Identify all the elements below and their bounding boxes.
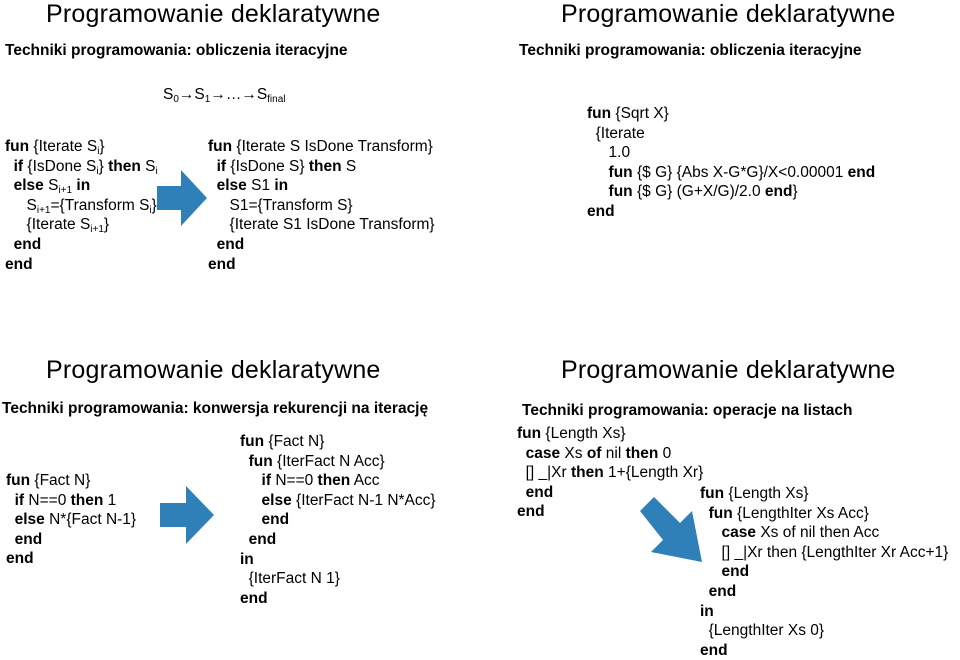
keyword: fun bbox=[700, 485, 725, 502]
keyword: end bbox=[525, 483, 554, 501]
slide2-title: Programowanie deklaratywne bbox=[561, 0, 896, 28]
code-text: {$ G} (G+X/G)/2.0 bbox=[632, 183, 765, 201]
code-text bbox=[240, 511, 262, 528]
code-text: {LengthIter Xs 0} bbox=[700, 622, 825, 640]
slide1-right-code bbox=[208, 137, 435, 274]
code-line bbox=[587, 143, 875, 163]
keyword: end bbox=[517, 503, 545, 521]
code-text: {Iterate S bbox=[5, 216, 91, 234]
code-text bbox=[587, 183, 609, 200]
code-text bbox=[700, 524, 722, 541]
code-text: {Fact N} bbox=[30, 472, 91, 489]
subscript: 0 bbox=[173, 94, 179, 105]
code-text: } bbox=[98, 157, 109, 175]
code-text: {Iterate S IsDone Transform} bbox=[232, 138, 433, 155]
code-text bbox=[240, 453, 249, 470]
code-text bbox=[240, 492, 262, 509]
code-line bbox=[5, 157, 158, 177]
subscript: i+1 bbox=[58, 185, 73, 197]
code-line bbox=[240, 550, 436, 570]
code-text: } bbox=[99, 138, 105, 155]
keyword: end bbox=[216, 235, 245, 253]
code-line bbox=[240, 471, 436, 491]
keyword: end bbox=[847, 163, 876, 181]
keyword: end bbox=[14, 530, 43, 548]
keyword: end bbox=[700, 641, 728, 659]
keyword: then bbox=[625, 444, 659, 462]
slide3-title: Programowanie deklaratywne bbox=[46, 356, 381, 384]
subscript: 1 bbox=[204, 94, 211, 105]
keyword: then bbox=[308, 157, 342, 175]
sequence-text: S bbox=[163, 86, 174, 103]
slide3-subtitle: Techniki programowania: konwersja rekurencji na iterację bbox=[2, 400, 429, 417]
code-text bbox=[5, 158, 14, 175]
keyword: end bbox=[587, 202, 615, 220]
keyword: else bbox=[14, 511, 45, 529]
keyword: end bbox=[5, 255, 33, 273]
code-line bbox=[700, 504, 948, 524]
code-text: 1.0 bbox=[587, 144, 631, 162]
code-text: 0 bbox=[658, 444, 672, 462]
keyword: fun bbox=[608, 183, 633, 201]
keyword: end bbox=[13, 235, 42, 253]
slide4-subtitle: Techniki programowania: operacje na listach bbox=[522, 402, 853, 419]
code-text bbox=[208, 158, 217, 175]
sequence-text: → bbox=[178, 86, 195, 103]
code-text: } bbox=[103, 216, 110, 234]
keyword: in bbox=[700, 602, 714, 620]
code-line bbox=[208, 235, 435, 255]
code-text bbox=[700, 505, 709, 522]
code-text: {Iterate bbox=[587, 124, 645, 142]
slide3-right-code bbox=[240, 432, 436, 608]
code-text bbox=[700, 583, 709, 600]
keyword: end bbox=[240, 589, 268, 607]
code-line bbox=[208, 137, 435, 157]
keyword: if bbox=[14, 491, 25, 509]
keyword: then bbox=[108, 157, 141, 175]
code-line bbox=[240, 530, 436, 550]
code-text: [] _|Xr then {LengthIter Xr Acc+1} bbox=[700, 543, 949, 561]
code-text bbox=[700, 563, 722, 580]
code-line bbox=[700, 484, 948, 504]
code-line bbox=[700, 523, 948, 543]
subscript: i bbox=[96, 165, 99, 177]
code-line bbox=[587, 182, 875, 202]
code-line bbox=[6, 510, 136, 530]
code-text: {IterFact N 1} bbox=[240, 570, 340, 588]
code-line bbox=[6, 530, 136, 550]
keyword: fun bbox=[240, 433, 265, 450]
code-line bbox=[6, 549, 136, 569]
code-text: {Length Xs} bbox=[724, 485, 809, 502]
code-line bbox=[5, 215, 158, 235]
slide2-code bbox=[587, 104, 875, 222]
keyword: fun bbox=[208, 138, 233, 155]
keyword: else bbox=[13, 177, 44, 195]
code-text: {Iterate S bbox=[29, 138, 98, 155]
keyword: fun bbox=[6, 472, 31, 489]
code-text bbox=[5, 177, 14, 194]
subscript: i+1 bbox=[36, 204, 51, 216]
keyword: end bbox=[764, 183, 793, 201]
code-text: S bbox=[341, 157, 357, 175]
code-text: 1+{Length Xr} bbox=[603, 464, 704, 482]
keyword: in bbox=[240, 550, 254, 568]
right-arrow-icon bbox=[157, 170, 207, 226]
keyword: case bbox=[721, 524, 757, 542]
code-text: {Fact N} bbox=[264, 433, 325, 450]
code-text: N*{Fact N-1} bbox=[44, 511, 137, 529]
slide1-title: Programowanie deklaratywne bbox=[46, 0, 381, 28]
code-text bbox=[240, 531, 249, 548]
keyword: end bbox=[721, 563, 750, 581]
slide2-subtitle: Techniki programowania: obliczenia iteracyjne bbox=[519, 42, 862, 59]
code-text bbox=[517, 484, 526, 501]
code-text bbox=[6, 492, 15, 509]
code-text: {$ G} {Abs X-G*G}/X<0.00001 bbox=[632, 163, 848, 181]
code-text: N==0 bbox=[271, 472, 318, 490]
keyword: fun bbox=[708, 504, 733, 522]
code-text: {Sqrt X} bbox=[611, 105, 669, 122]
code-line bbox=[240, 491, 436, 511]
state-sequence bbox=[163, 86, 286, 104]
code-text: {IterFact N-1 N*Acc} bbox=[291, 491, 436, 509]
code-text bbox=[5, 236, 14, 253]
code-line bbox=[517, 444, 703, 464]
subscript: final bbox=[267, 94, 286, 105]
code-line bbox=[5, 196, 158, 216]
keyword: in bbox=[76, 177, 91, 195]
keyword: then bbox=[571, 464, 604, 482]
code-text: [] _|Xr bbox=[517, 464, 571, 482]
code-line bbox=[5, 176, 158, 196]
code-text: S1 bbox=[246, 177, 275, 195]
keyword: fun bbox=[608, 163, 633, 181]
code-text: {IsDone S bbox=[23, 157, 97, 175]
code-line bbox=[700, 543, 948, 563]
slide1-left-code bbox=[5, 137, 158, 274]
down-right-arrow-icon bbox=[632, 496, 706, 566]
code-line bbox=[587, 104, 875, 124]
keyword: fun bbox=[248, 452, 273, 470]
code-text: S bbox=[140, 157, 156, 175]
keyword: in bbox=[274, 177, 289, 195]
code-text: S1={Transform S} bbox=[208, 196, 353, 214]
code-text: {LengthIter Xs Acc} bbox=[732, 504, 869, 522]
keyword: end bbox=[261, 511, 290, 529]
keyword: end bbox=[708, 582, 737, 600]
code-line bbox=[517, 424, 703, 444]
code-line bbox=[587, 202, 875, 222]
code-line bbox=[240, 589, 436, 609]
code-line bbox=[208, 215, 435, 235]
slide3-left-code bbox=[6, 471, 136, 569]
code-line bbox=[587, 124, 875, 144]
keyword: end bbox=[248, 530, 277, 548]
code-line bbox=[5, 255, 158, 275]
code-line bbox=[240, 432, 436, 452]
code-text: 1 bbox=[103, 491, 117, 509]
code-line bbox=[5, 137, 158, 157]
code-text: {IsDone S} bbox=[226, 157, 309, 175]
keyword: fun bbox=[517, 425, 542, 442]
subscript: i+1 bbox=[90, 224, 104, 236]
code-line bbox=[208, 255, 435, 275]
code-line bbox=[240, 510, 436, 530]
subscript: i bbox=[155, 165, 158, 177]
keyword: else bbox=[261, 491, 292, 509]
code-line bbox=[700, 641, 948, 660]
code-text bbox=[240, 472, 262, 489]
keyword: fun bbox=[587, 105, 612, 122]
subscript: i bbox=[149, 204, 152, 216]
keyword: then bbox=[317, 472, 351, 490]
code-text: Acc bbox=[350, 472, 380, 490]
slide4-title: Programowanie deklaratywne bbox=[561, 356, 896, 384]
code-text: {Length Xs} bbox=[541, 425, 626, 442]
code-line bbox=[700, 582, 948, 602]
code-text bbox=[6, 531, 15, 548]
code-line bbox=[208, 157, 435, 177]
keyword: if bbox=[216, 157, 227, 175]
code-text bbox=[208, 236, 217, 253]
code-line bbox=[240, 452, 436, 472]
code-text bbox=[517, 445, 526, 462]
keyword: case bbox=[525, 444, 561, 462]
code-text bbox=[6, 511, 15, 528]
sequence-text: →…→ bbox=[210, 86, 257, 103]
sequence-text: S bbox=[194, 86, 205, 103]
code-text: } bbox=[151, 196, 157, 214]
code-line bbox=[587, 163, 875, 183]
right-arrow-icon bbox=[160, 486, 214, 544]
code-text: } bbox=[792, 183, 798, 201]
code-text: S bbox=[5, 196, 37, 214]
code-text: Xs bbox=[560, 444, 587, 462]
code-text: ={Transform S bbox=[50, 196, 150, 214]
code-text: {Iterate S1 IsDone Transform} bbox=[208, 216, 435, 234]
code-text bbox=[587, 164, 609, 181]
slide4-right-code bbox=[700, 484, 948, 660]
code-text: Xs of nil then Acc bbox=[756, 524, 880, 542]
code-line bbox=[240, 569, 436, 589]
keyword: of bbox=[586, 444, 602, 462]
code-text: N==0 bbox=[24, 491, 71, 509]
code-line bbox=[700, 562, 948, 582]
code-text: nil bbox=[601, 444, 626, 462]
code-line bbox=[6, 491, 136, 511]
keyword: if bbox=[261, 472, 272, 490]
keyword: then bbox=[70, 491, 104, 509]
code-text: {IterFact N Acc} bbox=[272, 452, 385, 470]
code-text bbox=[208, 177, 217, 194]
keyword: else bbox=[216, 177, 247, 195]
keyword: end bbox=[208, 255, 236, 273]
slide1-subtitle: Techniki programowania: obliczenia iteracyjne bbox=[5, 42, 348, 59]
code-line bbox=[208, 196, 435, 216]
keyword: end bbox=[6, 550, 34, 568]
code-line bbox=[517, 463, 703, 483]
sequence-text: S bbox=[256, 86, 268, 103]
keyword: fun bbox=[5, 138, 30, 155]
code-line bbox=[6, 471, 136, 491]
code-line bbox=[208, 176, 435, 196]
subscript: i bbox=[97, 146, 100, 157]
code-line bbox=[700, 602, 948, 622]
code-line bbox=[5, 235, 158, 255]
keyword: if bbox=[13, 157, 24, 175]
code-line bbox=[700, 621, 948, 641]
code-text: S bbox=[43, 177, 59, 195]
